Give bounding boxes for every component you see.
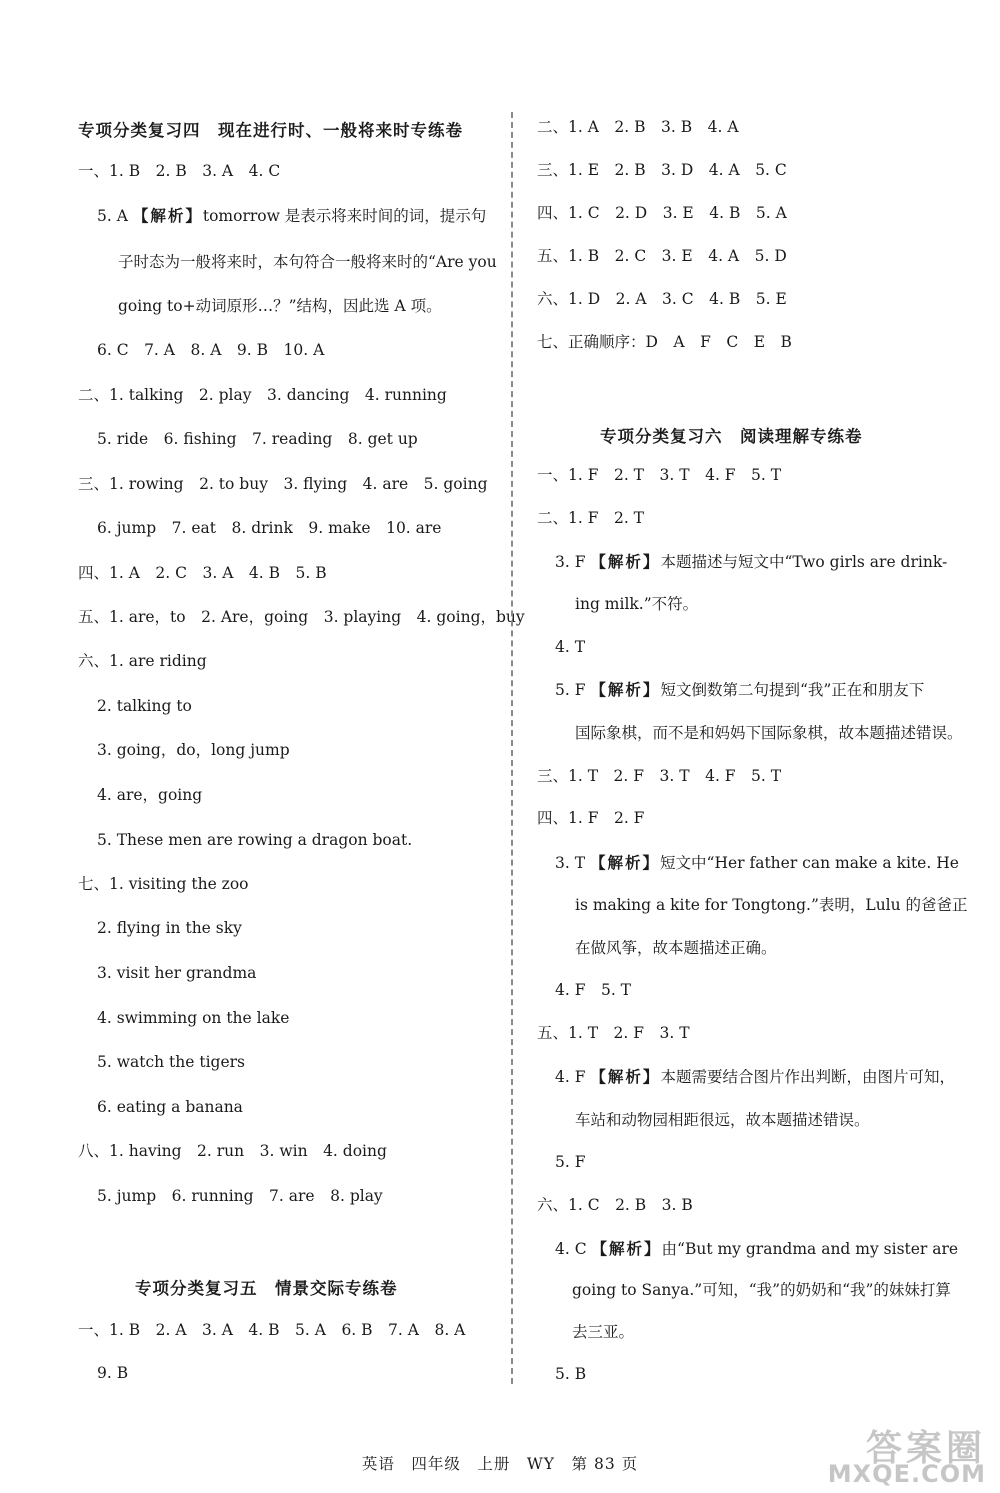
explanation-text: 短文中“Her father can make a kite. He (660, 854, 959, 872)
explanation-tag: 【解析】 (590, 1067, 661, 1086)
answer-number: 4. F (555, 1068, 586, 1086)
answer-number: 5. F (555, 681, 586, 699)
answer-line: 四、1. A 2. C 3. A 4. B 5. B (78, 564, 327, 582)
answer-line: 三、1. T 2. F 3. T 4. F 5. T (537, 767, 782, 785)
answer-line: 5. jump 6. running 7. are 8. play (97, 1187, 383, 1205)
answer-line: 二、1. talking 2. play 3. dancing 4. running (78, 386, 447, 404)
answer-line: 4. F 5. T (555, 981, 632, 999)
answer-line: 三、1. E 2. B 3. D 4. A 5. C (537, 161, 787, 179)
answer-line: 六、1. are riding (78, 652, 207, 670)
watermark-url: MXQE.COM (827, 1460, 986, 1488)
answer-number: 3. F (555, 553, 586, 571)
answer-line: 6. C 7. A 8. A 9. B 10. A (97, 341, 325, 359)
answer-line: 5. B (555, 1365, 587, 1383)
answer-line: 6. jump 7. eat 8. drink 9. make 10. are (97, 519, 442, 537)
answer-line: 5. F (555, 1153, 586, 1171)
explanation-tag: 【解析】 (590, 853, 661, 872)
answer-line: 二、1. F 2. T (537, 509, 645, 527)
explanation-line: 车站和动物园相距很远，故本题描述错误。 (575, 1111, 870, 1129)
explanation-text: 短文倒数第二句提到“我”正在和朋友下 (660, 681, 925, 699)
answer-line-with-explanation (555, 552, 947, 572)
explanation-line: is making a kite for Tongtong.”表明，Lulu 的爸爸正 (575, 896, 968, 914)
answer-line: 五、1. B 2. C 3. E 4. A 5. D (537, 247, 787, 265)
explanation-tag: 【解析】 (590, 680, 661, 699)
answer-line: 四、1. C 2. D 3. E 4. B 5. A (537, 204, 787, 222)
answer-number: 3. T (555, 854, 586, 872)
answer-line: 3. going，do，long jump (97, 741, 290, 759)
answer-line: 3. visit her grandma (97, 964, 257, 982)
answer-line: 4. T (555, 638, 586, 656)
answer-line: 5. watch the tigers (97, 1053, 245, 1071)
answer-line: 一、1. B 2. B 3. A 4. C (78, 162, 281, 180)
section-heading-4: 专项分类复习四 现在进行时、一般将来时专练卷 (78, 121, 463, 140)
explanation-line: 在做风筝，故本题描述正确。 (575, 939, 777, 957)
answer-line: 一、1. F 2. T 3. T 4. F 5. T (537, 466, 782, 484)
explanation-text: tomorrow 是表示将来时间的词，提示句 (202, 207, 487, 225)
answer-line: 2. talking to (97, 697, 192, 715)
answer-line: 六、1. C 2. B 3. B (537, 1196, 693, 1214)
answer-line: 2. flying in the sky (97, 919, 242, 937)
section-heading-6: 专项分类复习六 阅读理解专练卷 (600, 427, 863, 446)
answer-number: 4. C (555, 1240, 587, 1258)
explanation-text: 由“But my grandma and my sister are (661, 1240, 959, 1258)
answer-line-with-explanation (555, 853, 959, 873)
answer-line: 二、1. A 2. B 3. B 4. A (537, 118, 739, 136)
answer-line: 9. B (97, 1364, 129, 1382)
section-heading-5: 专项分类复习五 情景交际专练卷 (135, 1279, 398, 1298)
column-divider (511, 112, 513, 1384)
explanation-tag: 【解析】 (132, 206, 203, 225)
answer-line: 5. ride 6. fishing 7. reading 8. get up (97, 430, 418, 448)
answer-line-with-explanation (555, 680, 924, 700)
answer-line: 六、1. D 2. A 3. C 4. B 5. E (537, 290, 787, 308)
explanation-tag: 【解析】 (591, 1239, 662, 1258)
answer-line: 八、1. having 2. run 3. win 4. doing (78, 1142, 387, 1160)
answer-line: 五、1. are，to 2. Are，going 3. playing 4. going，buy (78, 608, 525, 626)
watermark-text: 答案圈 (865, 1428, 986, 1469)
answer-line: 5. These men are rowing a dragon boat. (97, 831, 413, 849)
page-footer: 英语 四年级 上册 WY 第 83 页 (361, 1455, 639, 1473)
answer-line: 三、1. rowing 2. to buy 3. flying 4. are 5. going (78, 475, 488, 493)
explanation-line: going to Sanya.”可知，“我”的奶奶和“我”的妹妹打算 (572, 1281, 951, 1299)
explanation-text: 本题描述与短文中“Two girls are drink- (660, 553, 948, 571)
explanation-line: going to+动词原形…？”结构，因此选 A 项。 (118, 297, 442, 315)
explanation-line: 国际象棋，而不是和妈妈下国际象棋，故本题描述错误。 (575, 724, 963, 742)
answer-number: 5. A (97, 207, 128, 225)
answer-line: 七、1. visiting the zoo (78, 875, 249, 893)
answer-line: 4. swimming on the lake (97, 1009, 290, 1027)
explanation-line: 子时态为一般将来时，本句符合一般将来时的“Are you (118, 253, 497, 271)
explanation-line: ing milk.”不符。 (575, 595, 699, 613)
answer-line: 6. eating a banana (97, 1098, 243, 1116)
explanation-text: 本题需要结合图片作出判断，由图片可知， (660, 1068, 955, 1086)
answer-line: 五、1. T 2. F 3. T (537, 1024, 690, 1042)
answer-line-with-explanation (555, 1239, 958, 1259)
answer-line: 4. are，going (97, 786, 203, 804)
answer-line-with-explanation (97, 206, 486, 226)
answer-line: 四、1. F 2. F (537, 809, 645, 827)
answer-line: 一、1. B 2. A 3. A 4. B 5. A 6. B 7. A 8. A (78, 1321, 466, 1339)
explanation-tag: 【解析】 (590, 552, 661, 571)
answer-line-with-explanation (555, 1067, 955, 1087)
explanation-line: 去三亚。 (572, 1323, 635, 1341)
watermark-logo (796, 1420, 986, 1490)
answer-line: 七、正确顺序：D A F C E B (537, 333, 792, 351)
